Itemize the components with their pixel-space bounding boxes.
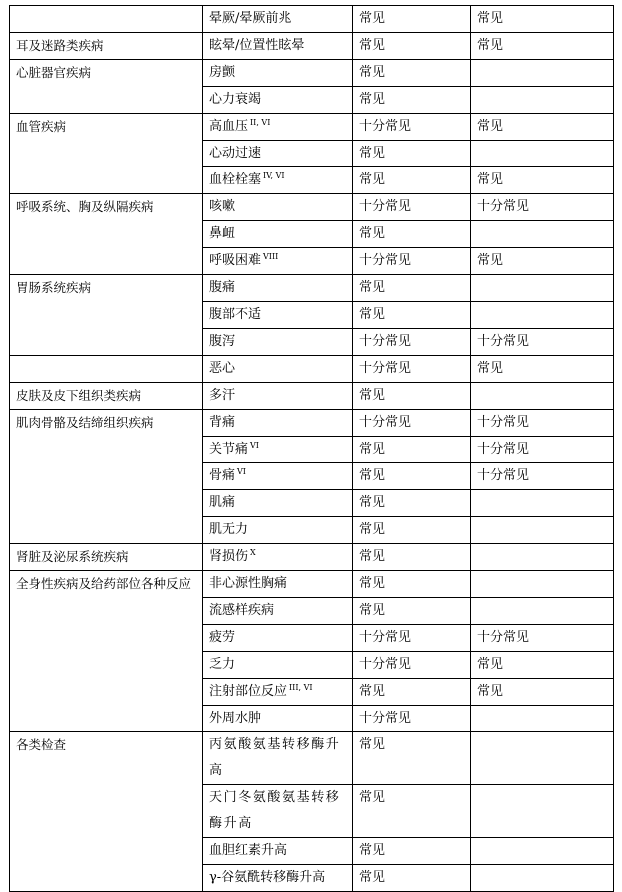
adverse-event-cell: 晕厥/晕厥前兆: [203, 6, 353, 33]
category-cell: 肾脏及泌尿系统疾病: [10, 544, 203, 571]
adverse-event-cell: 多汗: [203, 382, 353, 409]
adverse-event-cell: 流感样疾病: [203, 597, 353, 624]
frequency-cell-1: 十分常见: [353, 651, 471, 678]
frequency-cell-2: [471, 838, 614, 865]
frequency-cell-2: 常见: [471, 32, 614, 59]
category-cell: 各类检查: [10, 732, 203, 891]
adverse-event-cell: 丙氨酸氨基转移酶升高: [203, 732, 353, 785]
table-row: [10, 194, 614, 221]
frequency-cell-2: [471, 221, 614, 248]
frequency-cell-2: [471, 571, 614, 598]
table-row: [10, 6, 614, 33]
table-row: [10, 571, 614, 598]
adverse-event-cell: 骨痛 $^{VI}$: [203, 463, 353, 490]
frequency-cell-2: 十分常见: [471, 463, 614, 490]
adverse-reactions-table: [9, 5, 614, 892]
adverse-event-cell: γ-谷氨酰转移酶升高: [203, 865, 353, 892]
frequency-cell-2: [471, 86, 614, 113]
table-row: [10, 355, 614, 382]
frequency-cell-1: 常见: [353, 167, 471, 194]
frequency-cell-1: 常见: [353, 436, 471, 463]
category-cell: 皮肤及皮下组织类疾病: [10, 382, 203, 409]
adverse-event-cell: 恶心: [203, 355, 353, 382]
table-row: [10, 32, 614, 59]
frequency-cell-1: 常见: [353, 140, 471, 167]
frequency-cell-2: [471, 705, 614, 732]
frequency-cell-2: [471, 59, 614, 86]
frequency-cell-1: 常见: [353, 785, 471, 838]
adverse-event-cell: 心动过速: [203, 140, 353, 167]
frequency-cell-1: 常见: [353, 6, 471, 33]
frequency-cell-1: 常见: [353, 571, 471, 598]
frequency-cell-2: 十分常见: [471, 409, 614, 436]
frequency-cell-1: 常见: [353, 490, 471, 517]
frequency-cell-2: 十分常见: [471, 194, 614, 221]
footnote-marker: X: [250, 548, 256, 558]
category-cell: 肌肉骨骼及结缔组织疾病: [10, 409, 203, 544]
frequency-cell-2: [471, 301, 614, 328]
frequency-cell-1: 十分常见: [353, 248, 471, 275]
footnote-marker: VI: [237, 467, 246, 477]
frequency-cell-2: 常见: [471, 113, 614, 140]
frequency-cell-2: [471, 517, 614, 544]
frequency-cell-1: 常见: [353, 865, 471, 892]
footnote-marker: VIII: [263, 252, 279, 262]
frequency-cell-1: 常见: [353, 838, 471, 865]
adverse-event-cell: 注射部位反应 $^{III, VI}$: [203, 678, 353, 705]
table-row: [10, 275, 614, 302]
adverse-event-cell: 肌痛: [203, 490, 353, 517]
adverse-event-cell: 高血压 $^{II, VI}$: [203, 113, 353, 140]
category-cell: [10, 6, 203, 33]
frequency-cell-2: [471, 865, 614, 892]
adverse-event-cell: 疲劳: [203, 624, 353, 651]
table-row: [10, 409, 614, 436]
frequency-cell-1: 常见: [353, 382, 471, 409]
frequency-cell-2: [471, 785, 614, 838]
category-cell: 全身性疾病及给药部位各种反应: [10, 571, 203, 732]
frequency-cell-1: 常见: [353, 463, 471, 490]
category-cell: [10, 355, 203, 382]
category-cell: 血管疾病: [10, 113, 203, 194]
frequency-cell-1: 常见: [353, 275, 471, 302]
adverse-event-cell: 腹部不适: [203, 301, 353, 328]
frequency-cell-2: [471, 140, 614, 167]
footnote-marker: IV, VI: [263, 171, 285, 181]
frequency-cell-1: 十分常见: [353, 624, 471, 651]
frequency-cell-2: [471, 490, 614, 517]
frequency-cell-1: 十分常见: [353, 705, 471, 732]
frequency-cell-2: 常见: [471, 651, 614, 678]
frequency-cell-1: 常见: [353, 517, 471, 544]
adverse-event-cell: 外周水肿: [203, 705, 353, 732]
frequency-cell-1: 十分常见: [353, 409, 471, 436]
frequency-cell-2: 常见: [471, 167, 614, 194]
adverse-event-cell: 肾损伤 $^X$: [203, 544, 353, 571]
frequency-cell-1: 常见: [353, 221, 471, 248]
frequency-cell-2: 常见: [471, 248, 614, 275]
frequency-cell-1: 常见: [353, 732, 471, 785]
frequency-cell-2: 常见: [471, 6, 614, 33]
frequency-cell-2: [471, 275, 614, 302]
frequency-cell-2: 十分常见: [471, 436, 614, 463]
adverse-event-cell: 腹痛: [203, 275, 353, 302]
adverse-event-cell: 呼吸困难 $^{VIII}$: [203, 248, 353, 275]
frequency-cell-2: [471, 732, 614, 785]
frequency-cell-2: 常见: [471, 355, 614, 382]
table-row: [10, 732, 614, 785]
frequency-cell-1: 十分常见: [353, 113, 471, 140]
frequency-cell-2: [471, 597, 614, 624]
adverse-event-cell: 房颤: [203, 59, 353, 86]
frequency-cell-2: 常见: [471, 678, 614, 705]
adverse-event-cell: 背痛: [203, 409, 353, 436]
frequency-cell-1: 常见: [353, 544, 471, 571]
frequency-cell-1: 常见: [353, 678, 471, 705]
frequency-cell-2: [471, 382, 614, 409]
adverse-event-cell: 心力衰竭: [203, 86, 353, 113]
category-cell: 胃肠系统疾病: [10, 275, 203, 356]
category-cell: 耳及迷路类疾病: [10, 32, 203, 59]
adverse-event-cell: 关节痛 $^{VI}$: [203, 436, 353, 463]
frequency-cell-1: 常见: [353, 301, 471, 328]
frequency-cell-1: 常见: [353, 597, 471, 624]
frequency-cell-1: 常见: [353, 86, 471, 113]
adverse-event-cell: 血胆红素升高: [203, 838, 353, 865]
category-cell: 心脏器官疾病: [10, 59, 203, 113]
frequency-cell-1: 常见: [353, 32, 471, 59]
adverse-event-cell: 血栓栓塞 $^{IV, VI}$: [203, 167, 353, 194]
frequency-cell-1: 十分常见: [353, 355, 471, 382]
category-cell: 呼吸系统、胸及纵隔疾病: [10, 194, 203, 275]
table-row: [10, 113, 614, 140]
adverse-event-cell: 肌无力: [203, 517, 353, 544]
frequency-cell-1: 十分常见: [353, 194, 471, 221]
adverse-event-cell: 鼻衄: [203, 221, 353, 248]
frequency-cell-2: 十分常见: [471, 624, 614, 651]
adverse-event-cell: 咳嗽: [203, 194, 353, 221]
frequency-cell-2: 十分常见: [471, 328, 614, 355]
frequency-cell-2: [471, 544, 614, 571]
adverse-event-cell: 眩晕/位置性眩晕: [203, 32, 353, 59]
adverse-event-cell: 腹泻: [203, 328, 353, 355]
adverse-event-cell: 乏力: [203, 651, 353, 678]
adverse-event-cell: 非心源性胸痛: [203, 571, 353, 598]
table-row: [10, 59, 614, 86]
footnote-marker: III, VI: [289, 682, 313, 692]
frequency-cell-1: 十分常见: [353, 328, 471, 355]
adverse-event-cell: 天门冬氨酸氨基转移酶升高: [203, 785, 353, 838]
frequency-cell-1: 常见: [353, 59, 471, 86]
footnote-marker: VI: [250, 440, 259, 450]
footnote-marker: II, VI: [250, 117, 271, 127]
table-row: [10, 544, 614, 571]
table-row: [10, 382, 614, 409]
